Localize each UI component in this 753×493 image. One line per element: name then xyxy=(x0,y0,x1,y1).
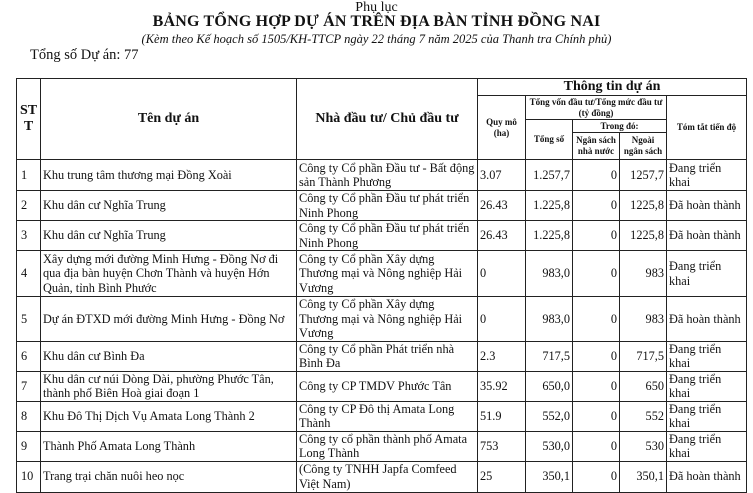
header-project-info: Thông tin dự án xyxy=(478,79,747,96)
cell-state-budget: 0 xyxy=(573,461,620,492)
cell-state-budget: 0 xyxy=(573,431,620,461)
header-scale: Quy mô (ha) xyxy=(478,96,526,160)
cell-progress: Đang triển khai xyxy=(667,251,747,297)
cell-scale: 753 xyxy=(478,431,526,461)
cell-stt: 7 xyxy=(17,371,41,401)
cell-investor: (Công ty TNHH Japfa Comfeed Việt Nam) xyxy=(297,461,478,492)
table-row xyxy=(17,251,747,297)
cell-total: 717,5 xyxy=(526,341,573,371)
cell-stt: 5 xyxy=(17,297,41,342)
table-row xyxy=(17,297,747,342)
cell-scale: 35.92 xyxy=(478,371,526,401)
cell-scale: 25 xyxy=(478,461,526,492)
cell-non-budget: 983 xyxy=(620,297,667,342)
cell-non-budget: 717,5 xyxy=(620,341,667,371)
cell-state-budget: 0 xyxy=(573,160,620,191)
cell-total: 983,0 xyxy=(526,297,573,342)
cell-stt: 6 xyxy=(17,341,41,371)
cell-progress: Đã hoàn thành xyxy=(667,297,747,342)
table-row xyxy=(17,341,747,371)
total-projects: Tổng số Dự án: 77 xyxy=(30,47,139,63)
cell-stt: 9 xyxy=(17,431,41,461)
table-row xyxy=(17,401,747,431)
projects-table xyxy=(16,78,747,493)
cell-state-budget: 0 xyxy=(573,221,620,251)
cell-project: Trang trại chăn nuôi heo nọc xyxy=(41,461,297,492)
cell-project: Xây dựng mới đường Minh Hưng - Đồng Nơ đi qua địa bàn huyện Chơn Thành và huyện Hớn Quản, tỉnh Bình Phước xyxy=(41,251,297,297)
cell-total: 350,1 xyxy=(526,461,573,492)
header-total: Tổng số xyxy=(526,120,573,160)
cell-total: 552,0 xyxy=(526,401,573,431)
cell-progress: Đã hoàn thành xyxy=(667,191,747,221)
cell-scale: 26.43 xyxy=(478,191,526,221)
table-row xyxy=(17,191,747,221)
cell-total: 530,0 xyxy=(526,431,573,461)
cell-scale: 2.3 xyxy=(478,341,526,371)
cell-project: Khu trung tâm thương mại Đồng Xoài xyxy=(41,160,297,191)
cell-scale: 0 xyxy=(478,297,526,342)
cell-total: 1.257,7 xyxy=(526,160,573,191)
cell-project: Khu dân cư Nghĩa Trung xyxy=(41,221,297,251)
cell-scale: 0 xyxy=(478,251,526,297)
cell-progress: Đang triển khai xyxy=(667,401,747,431)
cell-non-budget: 350,1 xyxy=(620,461,667,492)
cell-progress: Đã hoàn thành xyxy=(667,461,747,492)
cell-state-budget: 0 xyxy=(573,371,620,401)
cell-investor: Công ty CP Đô thị Amata Long Thành xyxy=(297,401,478,431)
cell-stt: 1 xyxy=(17,160,41,191)
cell-scale: 51.9 xyxy=(478,401,526,431)
cell-progress: Đang triển khai xyxy=(667,371,747,401)
cell-progress: Đang triển khai xyxy=(667,160,747,191)
table-row xyxy=(17,431,747,461)
cell-investor: Công ty Cổ phần Xây dựng Thương mại và Nông nghiệp Hải Vương xyxy=(297,297,478,342)
cell-stt: 3 xyxy=(17,221,41,251)
cell-state-budget: 0 xyxy=(573,401,620,431)
cell-non-budget: 1225,8 xyxy=(620,191,667,221)
cell-non-budget: 552 xyxy=(620,401,667,431)
header-project-name: Tên dự án xyxy=(41,79,297,160)
cell-scale: 3.07 xyxy=(478,160,526,191)
cell-progress: Đang triển khai xyxy=(667,431,747,461)
header-progress: Tóm tắt tiến độ xyxy=(667,96,747,160)
cell-total: 1.225,8 xyxy=(526,191,573,221)
cell-investor: Công ty Cổ phần Đầu tư phát triển Ninh Phong xyxy=(297,221,478,251)
cell-non-budget: 1225,8 xyxy=(620,221,667,251)
cell-project: Khu dân cư Bình Đa xyxy=(41,341,297,371)
table-row xyxy=(17,461,747,492)
cell-investor: Công ty cổ phần thành phố Amata Long Thành xyxy=(297,431,478,461)
cell-total: 983,0 xyxy=(526,251,573,297)
cell-non-budget: 650 xyxy=(620,371,667,401)
cell-project: Khu dân cư Nghĩa Trung xyxy=(41,191,297,221)
cell-project: Thành Phố Amata Long Thành xyxy=(41,431,297,461)
cell-investor: Công ty Cổ phần Xây dựng Thương mại và Nông nghiệp Hải Vương xyxy=(297,251,478,297)
cell-project: Khu Đô Thị Dịch Vụ Amata Long Thành 2 xyxy=(41,401,297,431)
cell-stt: 8 xyxy=(17,401,41,431)
cell-progress: Đã hoàn thành xyxy=(667,221,747,251)
cell-state-budget: 0 xyxy=(573,297,620,342)
cell-stt: 4 xyxy=(17,251,41,297)
cell-total: 650,0 xyxy=(526,371,573,401)
table-row xyxy=(17,160,747,191)
cell-non-budget: 1257,7 xyxy=(620,160,667,191)
header-of-which: Trong đó: xyxy=(573,120,667,133)
table-row xyxy=(17,221,747,251)
header-investor: Nhà đầu tư/ Chủ đầu tư xyxy=(297,79,478,160)
cell-scale: 26.43 xyxy=(478,221,526,251)
cell-project: Khu dân cư núi Dòng Dài, phường Phước Tân, thành phố Biên Hoà giai đoạn 1 xyxy=(41,371,297,401)
cell-project: Dự án ĐTXD mới đường Minh Hưng - Đồng Nơ xyxy=(41,297,297,342)
cell-non-budget: 530 xyxy=(620,431,667,461)
cell-progress: Đang triển khai xyxy=(667,341,747,371)
header-state-budget: Ngân sách nhà nước xyxy=(573,133,620,160)
document-subtitle: (Kèm theo Kế hoạch số 1505/KH-TTCP ngày 22 tháng 7 năm 2025 của Thanh tra Chính phủ) xyxy=(141,32,612,46)
header-stt: ST T xyxy=(17,79,41,160)
cell-investor: Công ty Cổ phần Đầu tư - Bất động sản Thành Phương xyxy=(297,160,478,191)
cell-investor: Công ty CP TMDV Phước Tân xyxy=(297,371,478,401)
table-header xyxy=(17,79,747,160)
table-row xyxy=(17,371,747,401)
cell-state-budget: 0 xyxy=(573,191,620,221)
header-non-budget: Ngoài ngân sách xyxy=(620,133,667,160)
cell-stt: 10 xyxy=(17,461,41,492)
cell-total: 1.225,8 xyxy=(526,221,573,251)
cell-non-budget: 983 xyxy=(620,251,667,297)
cell-investor: Công ty Cổ phần Đầu tư phát triển Ninh Phong xyxy=(297,191,478,221)
cell-investor: Công ty Cổ phần Phát triển nhà Bình Đa xyxy=(297,341,478,371)
cell-state-budget: 0 xyxy=(573,341,620,371)
appendix-label: Phụ lục xyxy=(355,0,398,15)
header-capital: Tổng vốn đầu tư/Tổng mức đầu tư (tỷ đồng) xyxy=(526,96,667,120)
document-title: BẢNG TỔNG HỢP DỰ ÁN TRÊN ĐỊA BÀN TỈNH ĐỒNG NAI xyxy=(152,13,601,30)
cell-state-budget: 0 xyxy=(573,251,620,297)
cell-stt: 2 xyxy=(17,191,41,221)
